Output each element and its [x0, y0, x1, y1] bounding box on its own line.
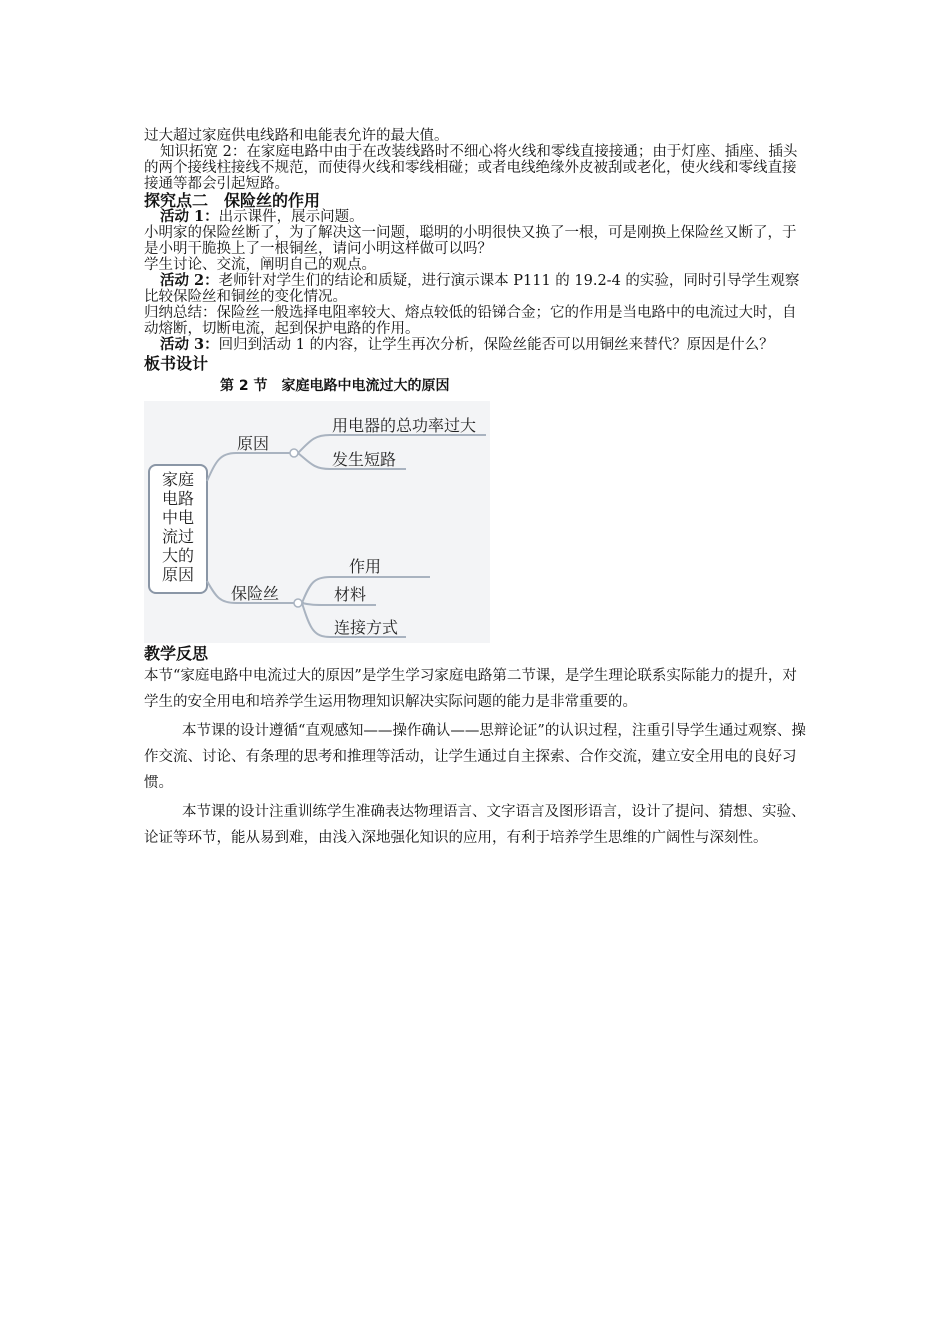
branch-cause-node: [290, 449, 298, 457]
reflection-paragraph-1: 本节“家庭电路中电流过大的原因”是学生学习家庭电路第二节课，是学生理论联系实际能力的提升，对学生的安全用电和培养学生运用物理知识解决实际问题的能力是非常重要的。: [144, 668, 797, 710]
center-line-3: 中电: [161, 508, 195, 527]
heading-teaching-reflection: 教学反思: [144, 644, 209, 663]
document-page: [144, 128, 810, 851]
activity-2: [144, 273, 810, 305]
board-title: 第 2 节 家庭电路中电流过大的原因: [220, 378, 450, 394]
branch-fuse-node: [294, 599, 302, 607]
activity-1: [144, 209, 810, 225]
activity-1-text: 出示课件，展示问题。: [218, 209, 364, 225]
activity-3-text: 回归到活动 1 的内容，让学生再次分析，保险丝能否可以用铜丝来替代？原因是什么？: [218, 337, 774, 353]
center-line-2: 电路: [161, 489, 195, 508]
center-line-4: 流过: [161, 527, 195, 546]
paragraph-continuation: 过大超过家庭供电线路和电能表允许的最大值。: [144, 128, 449, 144]
paragraph-discussion: 学生讨论、交流，阐明自己的观点。: [144, 257, 376, 273]
heading-explore-point-2: 探究点二 保险丝的作用: [144, 191, 321, 210]
center-line-5: 大的: [161, 546, 195, 565]
leaf-connection-method: 连接方式: [334, 618, 399, 637]
leaf-short-circuit: 发生短路: [332, 450, 397, 469]
leaf-function: 作用: [349, 557, 382, 576]
paragraph-question: 小明家的保险丝断了，为了解决这一问题，聪明的小明很快又换了一根，可是刚换上保险丝又断了，于是小明干脆换上了一根铜丝，请问小明这样做可以吗？: [144, 225, 797, 257]
activity-3: [144, 337, 810, 353]
activity-1-label: 活动 1：: [160, 208, 219, 225]
center-line-1: 家庭: [161, 470, 195, 489]
activity-2-text: 老师针对学生们的结论和质疑，进行演示课本 P111 的 19.2-4 的实验，同时引导学生观察比较保险丝和铜丝的变化情况。: [144, 273, 800, 305]
branch-cause: 原因: [237, 434, 270, 453]
activity-2-label: 活动 2：: [160, 272, 219, 289]
branch-fuse: 保险丝: [231, 584, 280, 603]
center-line-6: 原因: [161, 565, 195, 584]
activity-3-label: 活动 3：: [160, 336, 219, 353]
mind-map-diagram: [144, 401, 490, 643]
reflection-paragraph-2: 本节课的设计遵循“直观感知——操作确认——思辩论证”的认识过程，注重引导学生通过观察、操作交流、讨论、有条理的思考和推理等活动，让学生通过自主探索、合作交流，建立安全用电的良好习惯。: [144, 723, 806, 791]
paragraph-summary: 归纳总结：保险丝一般选择电阻率较大、熔点较低的铅锑合金；它的作用是当电路中的电流过大时，自动熔断，切断电流，起到保护电路的作用。: [144, 305, 797, 337]
heading-board-design: 板书设计: [144, 354, 209, 373]
leaf-total-power: 用电器的总功率过大: [332, 416, 477, 435]
reflection-paragraph-3: 本节课的设计注重训练学生准确表达物理语言、文字语言及图形语言，设计了提问、猜想、实验、论证等环节，能从易到难，由浅入深地强化知识的应用，有利于培养学生思维的广阔性与深刻性。: [144, 804, 806, 846]
paragraph-knowledge-extension: 知识拓宽 2：在家庭电路中由于在改装线路时不细心将火线和零线直接接通；由于灯座、插座、插头的两个接线柱接线不规范，而使得火线和零线相碰；或者电线绝缘外皮被刮或老化，使火线和零线直接接通等都会引起短路。: [144, 144, 798, 192]
leaf-material: 材料: [334, 585, 367, 604]
